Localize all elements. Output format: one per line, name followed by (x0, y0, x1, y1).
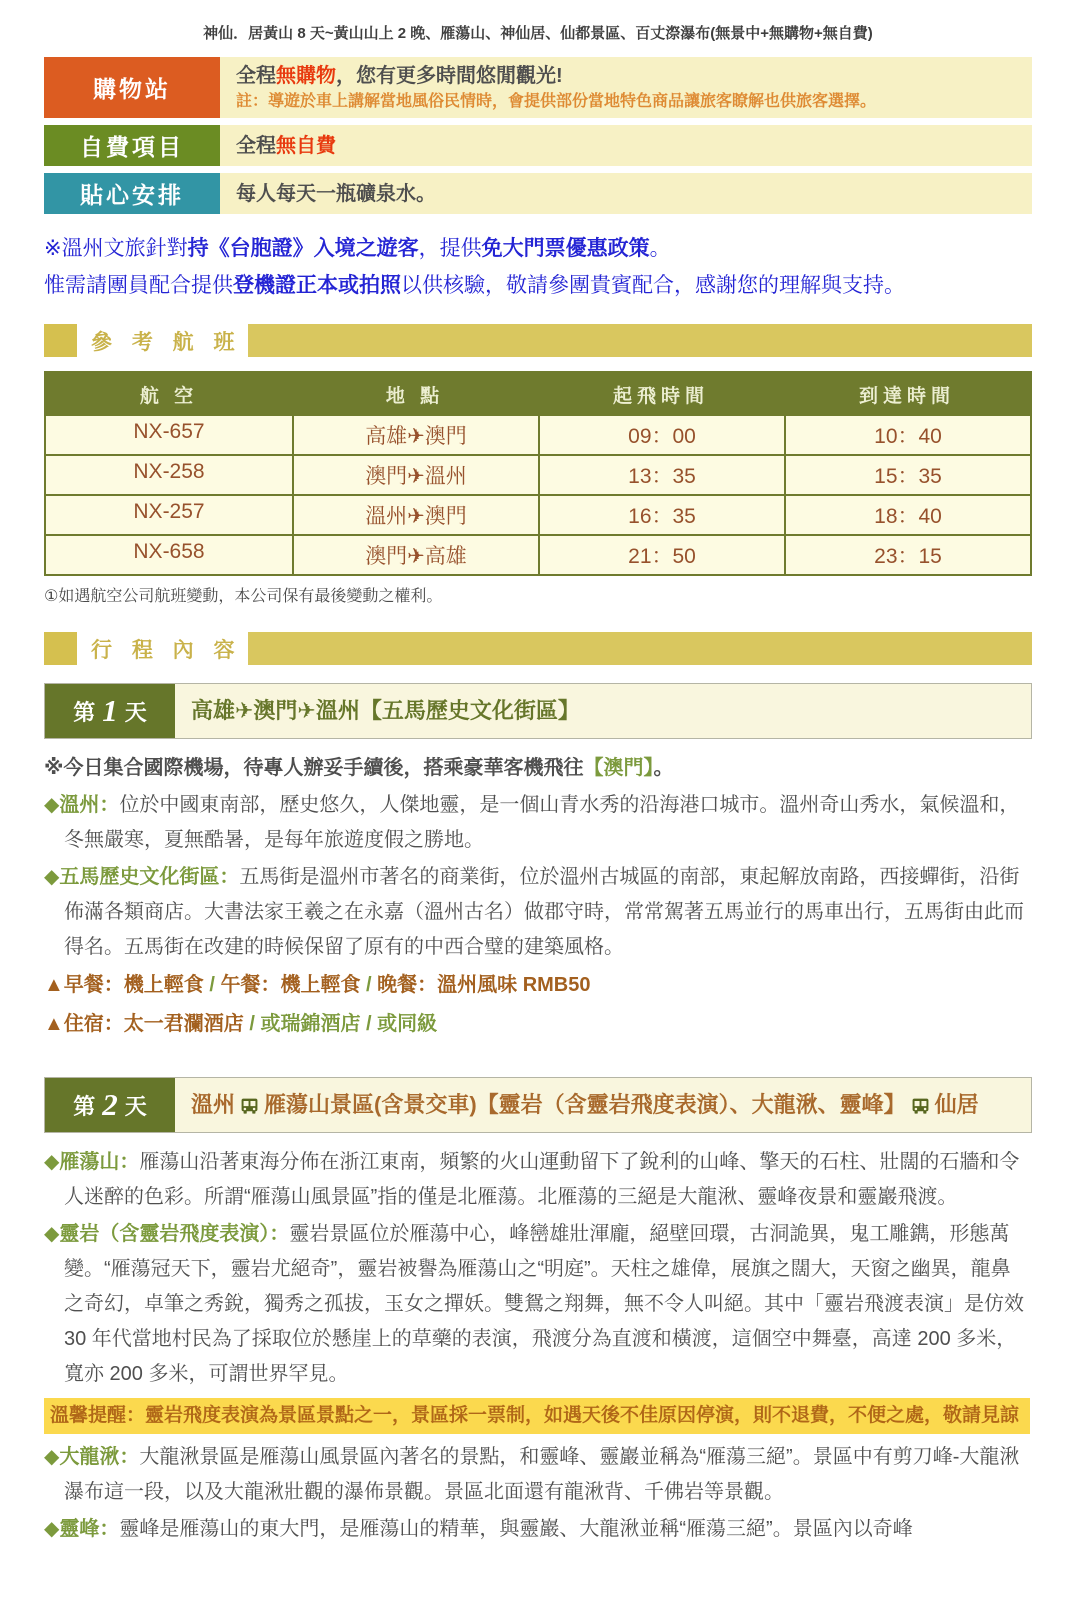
day2-title: 溫州 雁蕩山景區(含景交車)【靈岩（含靈岩飛度表演）、大龍湫、靈峰】 仙居 (175, 1078, 1031, 1132)
day-prefix: 第 (73, 699, 96, 725)
col-route: 地 點 (385, 386, 445, 407)
flight-row (46, 416, 1030, 454)
info-row-care (44, 173, 1032, 214)
flight-row (46, 454, 1030, 494)
flight-table (44, 371, 1032, 576)
info-row-shopping (44, 57, 1032, 118)
day1-meals: ▲早餐：機上輕食 / 午餐：機上輕食 / 晚餐：溫州風味 RMB50 (44, 974, 591, 996)
col-departure: 起飛時間 (612, 386, 709, 407)
flight-route: 澳門✈溫州 (292, 456, 538, 494)
day1-header (44, 683, 1032, 739)
info-table (44, 57, 1032, 214)
flight-departure-time: 09：00 (538, 416, 784, 454)
flight-row (46, 534, 1030, 574)
day1-title: 高雄✈澳門✈溫州【五馬歷史文化街區】 (175, 684, 1031, 738)
flight-departure-time: 13：35 (538, 456, 784, 494)
day-suffix: 天 (124, 699, 147, 725)
flight-table-header (46, 373, 1030, 416)
day-suffix: 天 (124, 1093, 147, 1119)
optional-content (220, 125, 1032, 166)
flight-arrival-time: 18：40 (784, 496, 1030, 534)
day1-para-wenzhou: ◆溫州：位於中國東南部，歷史悠久，人傑地靈，是一個山青水秀的沿海港口城市。溫州奇山秀水，氣候溫和，冬無嚴寒，夏無酷暑，是每年旅遊度假之勝地。 (44, 794, 1020, 851)
day1-intro: ※今日集合國際機場，待專人辦妥手續後，搭乘豪華客機飛往【澳門】。 (44, 757, 674, 779)
col-arrival: 到達時間 (858, 386, 955, 407)
day-number: 2 (102, 1087, 118, 1122)
day-number: 1 (102, 693, 118, 728)
care-label: 貼心安排 (44, 173, 220, 214)
day2-para-dalongqiu: ◆大龍湫：大龍湫景區是雁蕩山風景區內著名的景點，和靈峰、靈巖並稱為“雁蕩三絕”。景區中有剪刀峰-大龍湫瀑布這一段，以及大龍湫壯觀的瀑佈景觀。景區北面還有龍湫背、千佛岩等景觀。 (44, 1446, 1020, 1503)
day2-number-box (45, 1078, 175, 1132)
flight-arrival-time: 10：40 (784, 416, 1030, 454)
flight-rows (46, 416, 1030, 574)
day1-number-box (45, 684, 175, 738)
bus-icon (240, 1090, 259, 1120)
shopping-content (220, 57, 1032, 118)
warm-reminder: 溫馨提醒：靈岩飛度表演為景區景點之一，景區採一票制，如遇天後不佳原因停演，則不退費，不便之處，敬請見諒 (44, 1398, 1030, 1434)
day1-body (44, 751, 1032, 1043)
flights-section-title: 參 考 航 班 (91, 330, 242, 354)
page-content (0, 57, 1076, 1547)
day-prefix: 第 (73, 1093, 96, 1119)
flight-route: 高雄✈澳門 (292, 416, 538, 454)
section-bar-flights (44, 324, 1032, 357)
shopping-note: 註：導遊於車上講解當地風俗民情時，會提供部份當地特色商品讓旅客瞭解也供旅客選擇。 (236, 93, 877, 110)
section-fill-bar (248, 632, 1032, 665)
page-title: 神仙．居黃山 8 天~黃山山上 2 晚、雁蕩山、神仙居、仙都景區、百丈漈瀑布(無景中+無購物+無自費) (203, 25, 873, 42)
flight-number: NX-257 (133, 500, 205, 523)
col-airline: 航 空 (139, 386, 199, 407)
section-marker (44, 632, 77, 665)
day2-para-lingfeng: ◆靈峰：靈峰是雁蕩山的東大門，是雁蕩山的精華，與靈巖、大龍湫並稱“雁蕩三絕”。景區內以奇峰 (44, 1518, 913, 1540)
optional-line1: 全程無自費 (236, 134, 336, 157)
day2-para-lingyan: ◆靈岩（含靈岩飛度表演）：靈岩景區位於雁蕩中心，峰巒雄壯渾龐，絕壁回環，古洞詭異，鬼工雕鐫，形態萬變。“雁蕩冠天下，靈岩尤絕奇”，靈岩被譽為雁蕩山之“明庭”。天柱之雄偉，展旗之闊大，天窗之幽異，龍鼻之奇幻，卓筆之秀銳，獨秀之孤拔，玉女之撣妖。雙鴛之翔舞，無不令人叫絕。其中「靈岩飛渡表演」是仿效 30 年代當地村民為了採取位於懸崖上的草藥的表演，飛渡分為直渡和橫渡，這個空中舞臺，高達 200 多米，寬亦 200 多米，可謂世界罕見。 (44, 1223, 1024, 1385)
flight-departure-time: 21：50 (538, 536, 784, 574)
flight-number: NX-258 (133, 460, 205, 483)
flight-arrival-time: 23：15 (784, 536, 1030, 574)
flight-row (46, 494, 1030, 534)
day2-para-yandang: ◆雁蕩山：雁蕩山沿著東海分佈在浙江東南，頻繁的火山運動留下了銳利的山峰、擎天的石柱、壯闊的石牆和令人迷醉的色彩。所謂“雁蕩山風景區”指的僅是北雁蕩。北雁蕩的三絕是大龍湫、靈峰夜景和靈巖飛渡。 (44, 1151, 1020, 1208)
section-fill-bar (248, 324, 1032, 357)
flight-number: NX-658 (133, 540, 205, 563)
notice-line1: ※溫州文旅針對持《台胞證》入境之遊客，提供免大門票優惠政策。 (44, 237, 671, 260)
itinerary-section-title: 行 程 內 容 (91, 638, 242, 662)
day1-hotel: ▲住宿：太一君瀾酒店 / 或瑞錦酒店 / 或同級 (44, 1013, 438, 1035)
notice-line2: 惟需請團員配合提供登機證正本或拍照以供核驗，敬請參團貴賓配合，感謝您的理解與支持。 (44, 274, 905, 297)
optional-label: 自費項目 (44, 125, 220, 166)
day2-body (44, 1145, 1032, 1547)
care-line1: 每人每天一瓶礦泉水。 (236, 182, 436, 205)
flight-route: 溫州✈澳門 (292, 496, 538, 534)
flight-departure-time: 16：35 (538, 496, 784, 534)
shopping-label: 購物站 (44, 57, 220, 118)
care-content (220, 173, 1032, 214)
day2-header (44, 1077, 1032, 1133)
flight-arrival-time: 15：35 (784, 456, 1030, 494)
flight-number: NX-657 (133, 420, 205, 443)
section-marker (44, 324, 77, 357)
flight-route: 澳門✈高雄 (292, 536, 538, 574)
section-bar-itinerary (44, 632, 1032, 665)
info-row-optional (44, 125, 1032, 166)
bus-icon (911, 1090, 930, 1120)
flight-change-note: ①如遇航空公司航班變動，本公司保有最後變動之權利。 (44, 588, 443, 605)
taiwan-permit-notice (44, 230, 1032, 304)
shopping-line1: 全程無購物，您有更多時間悠閒觀光! (236, 65, 563, 87)
day1-para-wuma: ◆五馬歷史文化街區：五馬街是溫州市著名的商業街，位於溫州古城區的南部，東起解放南路，西接蟬街，沿街佈滿各類商店。大書法家王羲之在永嘉（溫州古名）做郡守時，常常駕著五馬並行的馬車出行，五馬街由此而得名。五馬街在改建的時候保留了原有的中西合璧的建築風格。 (44, 866, 1024, 958)
